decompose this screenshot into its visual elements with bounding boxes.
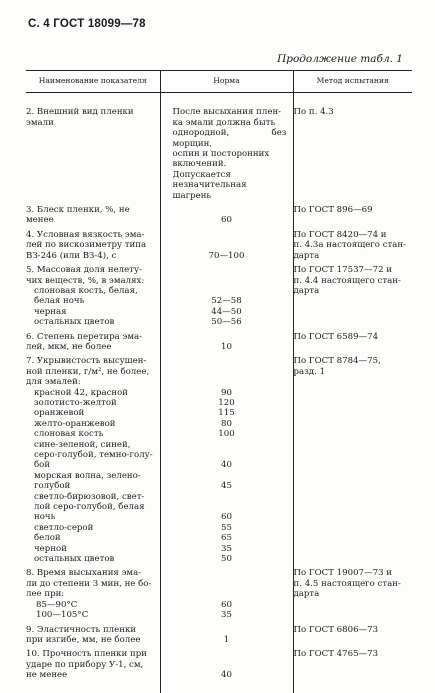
indicator-cell — [26, 205, 160, 226]
indicator-line: слоновая кость, белая, — [34, 285, 138, 296]
norm-value — [163, 440, 291, 450]
indicator-line: 7. Укрывистость высушен- — [26, 356, 147, 367]
indicator-cell — [26, 107, 160, 201]
indicator-line: светло-бирюзовой, свет- — [34, 491, 145, 502]
norm-value — [163, 356, 291, 366]
norm-cell — [160, 625, 293, 646]
norm-value: оспин и посторонних — [172, 149, 270, 160]
indicator-line: 85—90°С — [36, 599, 78, 610]
norm-cell — [160, 568, 293, 620]
norm-value: 35 — [221, 610, 232, 621]
indicator-line: эмали — [26, 117, 54, 128]
indicator-line: 10. Прочность пленки при — [26, 649, 147, 660]
norm-value: 100 — [218, 429, 235, 440]
indicator-line: ной пленки, г/м², не более, — [26, 366, 150, 377]
norm-cell — [160, 230, 293, 261]
indicator-line: 8. Время высыхания эма- — [26, 568, 142, 579]
norm-value — [163, 450, 291, 460]
norm-value: включений. Допускается — [172, 159, 231, 180]
indicator-line: при изгибе, мм, не более — [26, 634, 141, 645]
method-line: По ГОСТ 6589—74 — [293, 331, 379, 342]
norm-cell — [160, 332, 293, 353]
indicator-line: 5. Массовая доля нелету- — [26, 265, 142, 276]
indicator-line: остальных цветов — [34, 554, 115, 565]
table-row — [26, 230, 412, 261]
norm-value — [163, 660, 291, 670]
norm-value: 60 — [221, 215, 232, 226]
norm-value — [163, 275, 291, 285]
indicator-line: чих веществ, %, в эмалях: — [26, 275, 145, 286]
norm-value: 70—100 — [208, 250, 245, 261]
indicator-line: черная — [34, 306, 67, 317]
table-body — [26, 93, 412, 693]
norm-value: 50—56 — [211, 317, 242, 328]
method-cell — [293, 107, 412, 201]
indicator-line: 9. Эластичность пленки — [26, 624, 137, 635]
method-cell — [293, 230, 412, 261]
indicator-line: лей, мкм, не более — [26, 341, 112, 352]
method-line: По ГОСТ 19007—73 и — [293, 568, 393, 579]
norm-value: 45 — [221, 481, 232, 492]
table-row — [26, 568, 412, 620]
indicator-line: черной — [34, 543, 67, 554]
indicator-line: слоновая кость — [34, 429, 104, 440]
indicator-line: ударе по прибору У-1, см, — [26, 659, 144, 670]
norm-value: 10 — [221, 341, 232, 352]
method-line: По ГОСТ 8784—75, — [293, 356, 381, 367]
method-line: По ГОСТ 17537—72 и — [293, 265, 393, 276]
norm-value — [163, 230, 291, 240]
page-header-title: С. 4 ГОСТ 18099—78 — [28, 18, 146, 30]
indicator-line: ли до степени 3 мин, не бо- — [26, 578, 152, 589]
norm-value: 35 — [221, 543, 232, 554]
norm-value — [163, 625, 291, 635]
method-line: дарта — [293, 285, 320, 296]
indicator-cell — [26, 568, 160, 620]
table-row — [26, 649, 412, 680]
norm-value — [163, 471, 291, 481]
indicator-line: золотисто-желтой — [34, 397, 117, 408]
table-continuation-label: Продолжение табл. 1 — [277, 53, 403, 65]
method-cell — [293, 625, 412, 646]
method-line: п. 4.5 настоящего стан- — [293, 578, 401, 589]
table-header-row — [26, 71, 412, 93]
method-cell — [293, 265, 412, 327]
norm-value: 120 — [218, 397, 235, 408]
norm-value: 60 — [221, 512, 232, 523]
norm-value: 80 — [221, 418, 232, 429]
indicator-line: остальных цветов — [34, 317, 115, 328]
norm-value: 65 — [221, 533, 232, 544]
norm-value — [163, 332, 291, 342]
indicator-line: голубой — [34, 481, 71, 492]
norm-value: однородной, без морщин, — [172, 128, 287, 149]
norm-value — [163, 265, 291, 275]
norm-value: После высыхания плен- — [172, 107, 282, 118]
indicator-line: морская волна, зелено- — [34, 470, 141, 481]
indicator-cell — [26, 356, 160, 564]
method-cell — [293, 332, 412, 353]
norm-value — [163, 205, 291, 215]
norm-cell — [160, 107, 293, 201]
norm-value: 55 — [221, 522, 232, 533]
column-header-indicator: Наименование показателя — [26, 71, 160, 93]
method-line: По ГОСТ 4765—73 — [293, 649, 379, 660]
indicator-line: 4. Условная вязкость эма- — [26, 229, 145, 240]
norm-value: 40 — [221, 460, 232, 471]
method-cell — [293, 568, 412, 620]
table-row — [26, 265, 412, 327]
norm-value: 60 — [221, 599, 232, 610]
indicator-cell — [26, 649, 160, 680]
method-line: разд. 1 — [293, 366, 326, 377]
indicator-line: 2. Внешний вид пленки — [26, 107, 134, 118]
indicator-line: 3. Блеск пленки, %, не — [26, 205, 130, 216]
method-line: По ГОСТ 896—69 — [293, 205, 373, 216]
norm-cell — [160, 265, 293, 327]
norm-value — [163, 502, 291, 512]
norm-value: 40 — [221, 670, 232, 681]
indicator-line: 100—105°С — [36, 610, 89, 621]
table-row — [26, 107, 412, 201]
indicator-cell — [26, 332, 160, 353]
table-row — [26, 332, 412, 353]
indicator-line: белой — [34, 533, 61, 544]
table-row — [26, 356, 412, 564]
indicator-cell — [26, 230, 160, 261]
method-line: п. 4.4 настоящего стан- — [293, 275, 401, 286]
method-line: дарта — [293, 250, 320, 261]
indicator-line: менее — [26, 215, 54, 226]
column-header-method: Метод испытания — [293, 71, 412, 93]
norm-value — [163, 579, 291, 589]
norm-value — [163, 286, 291, 296]
norm-cell — [160, 649, 293, 680]
specification-table — [26, 70, 412, 693]
indicator-line: серо-голубой, темно-голу- — [34, 450, 153, 460]
indicator-line: белая ночь — [34, 296, 85, 307]
indicator-line: 6. Степень перетира эма- — [26, 331, 143, 342]
norm-value — [163, 492, 291, 502]
norm-value: незначительная шагрень — [172, 180, 247, 201]
norm-value — [163, 589, 291, 599]
norm-value: 90 — [221, 387, 232, 398]
norm-value: 52—58 — [211, 296, 242, 307]
norm-value: 44—50 — [211, 306, 242, 317]
indicator-line: для эмалей: — [26, 377, 81, 388]
indicator-line: лей по вискозиметру типа — [26, 240, 147, 251]
method-line: По п. 4.3 — [293, 107, 334, 118]
indicator-line: желто-оранжевой — [34, 418, 116, 429]
norm-value — [163, 377, 291, 387]
indicator-cell — [26, 625, 160, 646]
method-cell — [293, 205, 412, 226]
norm-cell — [160, 356, 293, 564]
norm-value: ка эмали должна быть — [172, 117, 276, 128]
indicator-line: бой — [34, 460, 51, 471]
method-cell — [293, 356, 412, 564]
method-cell — [293, 649, 412, 680]
norm-value — [163, 649, 291, 659]
indicator-line: ночь — [34, 512, 56, 523]
norm-cell — [160, 205, 293, 226]
indicator-line: оранжевой — [34, 408, 85, 419]
method-line: п. 4.3а настоящего стан- — [293, 240, 407, 251]
indicator-line: лее при: — [26, 589, 65, 600]
norm-value: 115 — [218, 408, 235, 419]
norm-value — [163, 240, 291, 250]
indicator-line: не менее — [26, 670, 68, 681]
indicator-cell — [26, 265, 160, 327]
method-line: По ГОСТ 6806—73 — [293, 624, 379, 635]
indicator-line: светло-серой — [34, 522, 94, 533]
norm-value — [163, 367, 291, 377]
indicator-line: лой серо-голубой, белая — [34, 502, 145, 513]
column-header-norm: Норма — [160, 71, 293, 93]
table-row — [26, 205, 412, 226]
indicator-line: красной 42, красной — [34, 387, 129, 398]
table-row — [26, 625, 412, 646]
indicator-line: сине-зеленой, синей, — [34, 439, 131, 450]
norm-value: 50 — [221, 553, 232, 564]
norm-value: 1 — [223, 634, 230, 645]
norm-value — [163, 568, 291, 578]
method-line: По ГОСТ 8420—74 и — [293, 229, 387, 240]
method-line: дарта — [293, 589, 320, 600]
indicator-line: ВЗ-246 (или ВЗ-4), с — [26, 250, 117, 261]
